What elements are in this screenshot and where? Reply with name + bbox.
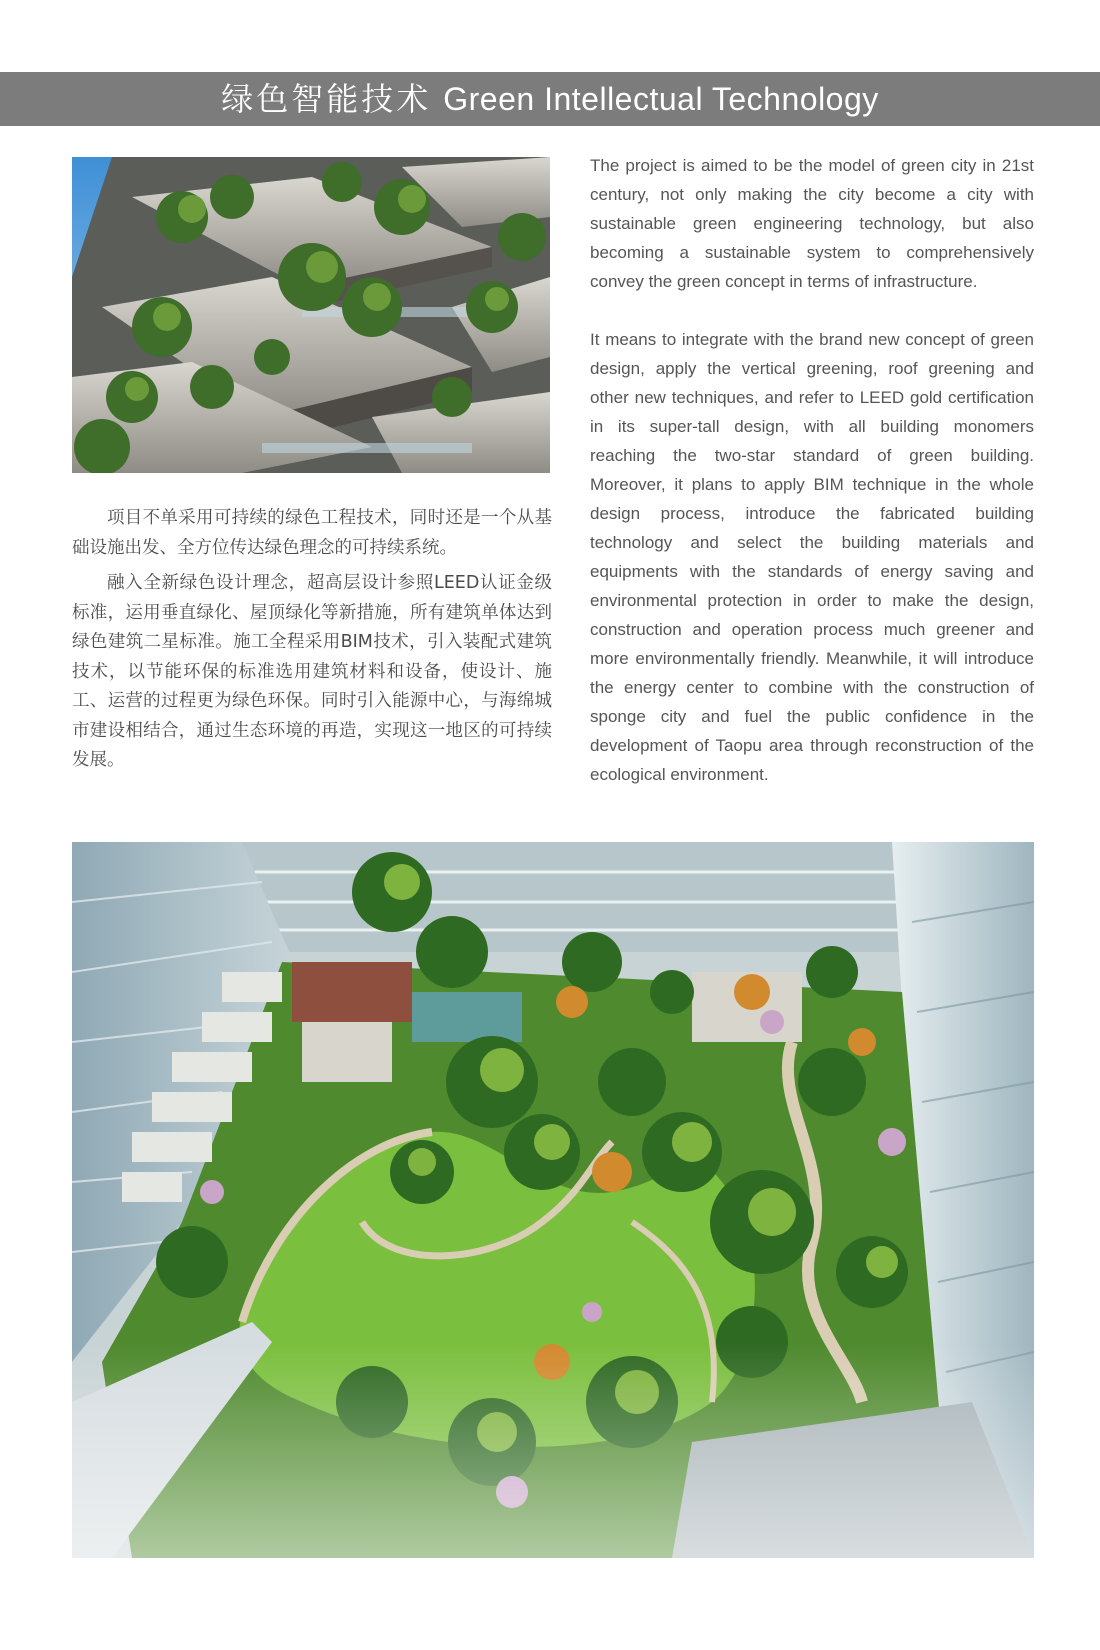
title-chinese: 绿色智能技术: [221, 80, 432, 118]
facade-photo: [72, 157, 550, 473]
facade-illustration: [72, 157, 550, 473]
chinese-paragraph-1: 项目不单采用可持续的绿色工程技术，同时还是一个从基础设施出发、全方位传达绿色理念的可持续系统。: [72, 508, 552, 558]
page-header: [0, 72, 1100, 126]
title-english: Green Intellectual Technology: [443, 81, 879, 117]
chinese-paragraph-2: 融入全新绿色设计理念，超高层设计参照LEED认证金级标准，运用垂直绿化、屋顶绿化等新措施，所有建筑单体达到绿色建筑二星标准。施工全程采用BIM技术，引入装配式建筑技术，以节能环保的标准选用建筑材料和设备，使设计、施工、运营的过程更为绿色环保。同时引入能源中心，与海绵城市建设相结合，通过生态环境的再造，实现这一地区的可持续发展。: [72, 573, 552, 770]
garden-rendering: [72, 842, 1034, 1558]
garden-illustration: [72, 842, 1034, 1558]
chinese-description: [72, 504, 552, 782]
english-paragraph-2: It means to integrate with the brand new concept of green design, apply the vertical greening, roof greening and other new techniques, and refer to LEED gold certification in its super-tall design, with all building monomers reaching the two-star standard of green building. Moreover, it plans to apply BIM technique in the whole design process, introduce the fabricated building technology and select the building materials and equipments with the standards of energy saving and environmental protection in order to make the design, construction and operation process much greener and more environmentally friendly. Meanwhile, it will introduce the energy center to combine with the construction of sponge city and fuel the public confidence in the development of Taopu area through reconstruction of the ecological environment.: [590, 330, 1034, 784]
english-description: [590, 151, 1034, 818]
english-paragraph-1: The project is aimed to be the model of green city in 21st century, not only making the city become a city with sustainable green engineering technology, but also becoming a sustainable system to comprehensively convey the green concept in terms of infrastructure.: [590, 156, 1034, 291]
